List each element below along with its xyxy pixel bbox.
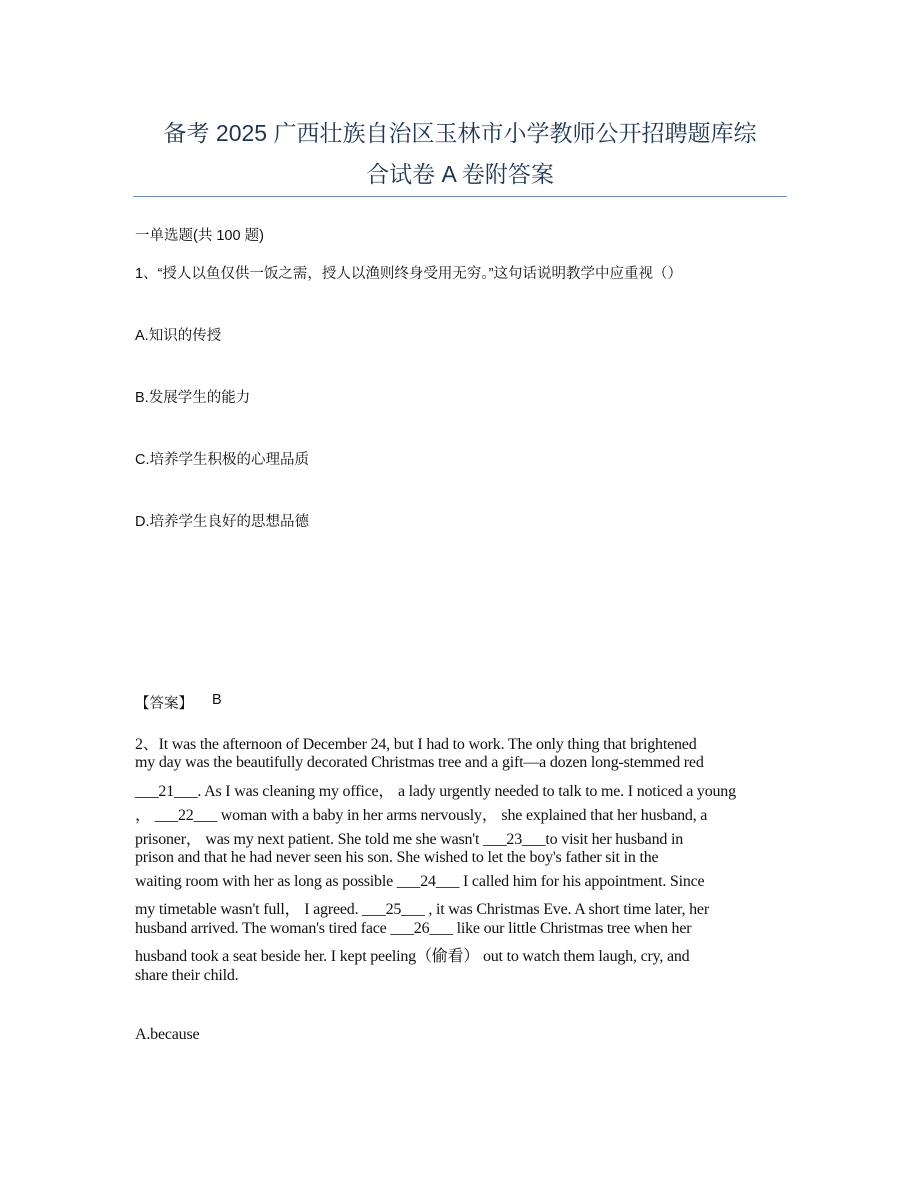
question-1-option-d: D.培养学生良好的思想品德: [135, 514, 309, 530]
passage-line: ， ___22___ woman with a baby in her arms nervously， she explained that her husband, a: [135, 807, 708, 824]
document-title-line-2: 合试卷 A 卷附答案: [366, 161, 554, 187]
passage-line: prisoner， was my next patient. She told me she wasn't ___23___to visit her husband in: [135, 831, 684, 848]
section-heading: 一单选题(共 100 题): [135, 228, 264, 244]
question-2-option-a: A.because: [135, 1026, 200, 1043]
passage-line: my timetable wasn't full， I agreed. ___25___ , it was Christmas Eve. A short time later, her: [135, 901, 709, 918]
passage-line: ___21___. As I was cleaning my office， a lady urgently needed to talk to me. I noticed a young: [135, 783, 736, 800]
answer-value: B: [212, 692, 222, 708]
question-1-option-a: A.知识的传授: [135, 328, 222, 344]
document-title-line-1: 备考 2025 广西壮族自治区玉林市小学教师公开招聘题库综: [163, 120, 757, 146]
title-divider: [133, 196, 787, 197]
question-1-stem: 1、“授人以鱼仅供一饭之需，授人以渔则终身受用无穷。”这句话说明教学中应重视（）: [135, 266, 682, 282]
passage-line: prison and that he had never seen his son. She wished to let the boy's father sit in the: [135, 849, 659, 866]
passage-line: my day was the beautifully decorated Christmas tree and a gift—a dozen long-stemmed red: [135, 754, 704, 771]
passage-line: husband took a seat beside her. I kept peeling（偷看） out to watch them laugh, cry, and: [135, 948, 690, 965]
passage-line: share their child.: [135, 967, 239, 984]
question-1-option-b: B.发展学生的能力: [135, 390, 251, 406]
answer-label: 【答案】: [135, 696, 193, 712]
question-1-option-c: C.培养学生积极的心理品质: [135, 452, 309, 468]
passage-line: husband arrived. The woman's tired face ___26___ like our little Christmas tree when her: [135, 920, 692, 937]
passage-line: 2、It was the afternoon of December 24, but I had to work. The only thing that brightened: [135, 736, 697, 753]
passage-line: waiting room with her as long as possible ___24___ I called him for his appointment. Since: [135, 873, 705, 890]
